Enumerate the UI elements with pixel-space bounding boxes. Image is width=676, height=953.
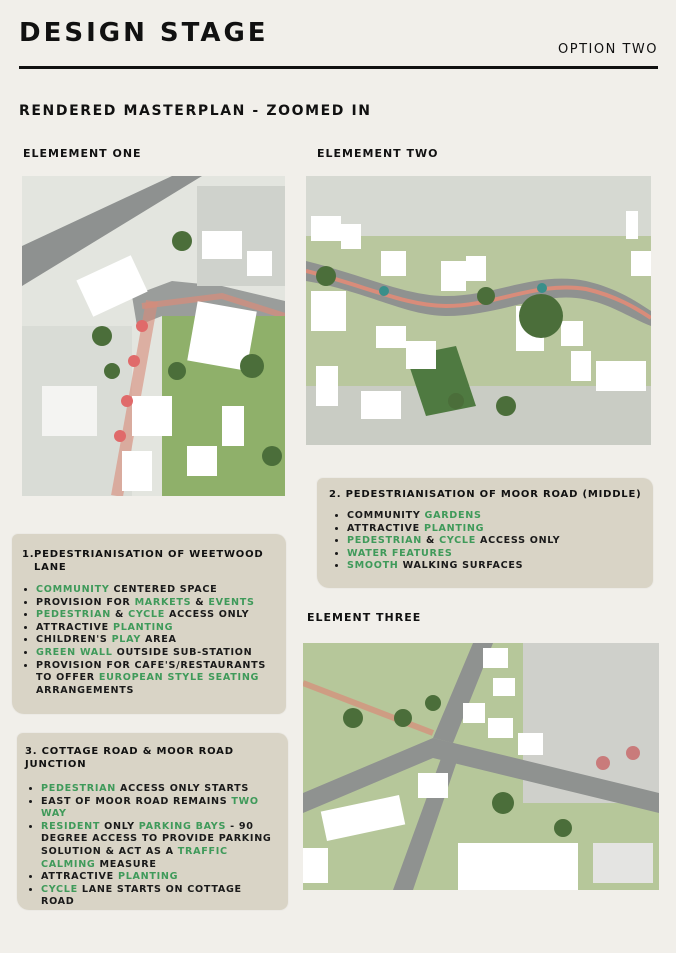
element-three-label: ELEMENT THREE: [307, 611, 422, 624]
masterplan-image-element-two: [306, 176, 651, 445]
bullet-item: [347, 560, 643, 573]
bullet-text: ACCESS ONLY STARTS: [115, 783, 250, 794]
bullet-text: &: [191, 596, 209, 608]
highlight-keyword: GREEN WALL: [36, 646, 113, 658]
bullet-text: AREA: [140, 634, 177, 646]
bullet-item: [41, 871, 278, 884]
bullet-item: [41, 783, 278, 796]
bullet-item: [36, 597, 276, 610]
highlight-keyword: RESIDENT: [41, 820, 101, 832]
bullet-item: [36, 584, 276, 597]
bullet-item: [36, 660, 276, 698]
bullet-text: LANE STARTS ON COTTAGE ROAD: [41, 883, 242, 908]
highlight-keyword: PLANTING: [117, 871, 179, 883]
highlight-keyword: PLANTING: [112, 621, 174, 633]
highlight-keyword: SMOOTH: [347, 560, 399, 572]
highlight-keyword: WATER FEATURES: [347, 547, 453, 559]
bullet-text: MEASURE: [95, 858, 157, 870]
highlight-keyword: PEDESTRIAN: [347, 535, 422, 547]
highlight-keyword: PEDESTRIAN: [36, 609, 111, 621]
masterplan-image-element-one: [22, 176, 285, 496]
highlight-keyword: CYCLE: [128, 609, 165, 621]
bullet-text: ACCESS ONLY: [475, 535, 561, 547]
bullet-item: [347, 523, 643, 536]
bullet-text: &: [421, 535, 440, 547]
highlight-keyword: TWO WAY: [41, 795, 259, 820]
element-two-label: ELEMEMENT TWO: [317, 147, 439, 160]
bullet-item: [41, 821, 278, 871]
section-subtitle: RENDERED MASTERPLAN - ZOOMED IN: [19, 103, 372, 119]
highlight-keyword: EUROPEAN STYLE SEATING: [98, 672, 260, 684]
bullet-text: ONLY: [100, 820, 139, 832]
bullet-item: [347, 535, 643, 548]
bullet-text: ARRANGEMENTS: [36, 684, 135, 696]
bullet-item: [36, 647, 276, 660]
bullet-item: [347, 510, 643, 523]
card-heading: [22, 548, 276, 574]
card-heading-text: PEDESTRIANISATION OF WEETWOOD LANE: [34, 549, 264, 573]
bullet-item: [36, 634, 276, 647]
bullet-text: OUTSIDE SUB-STATION: [112, 646, 253, 658]
highlight-keyword: PARKING BAYS: [138, 820, 227, 832]
bullet-text: ACCESS ONLY: [164, 609, 250, 621]
option-label: OPTION TWO: [558, 42, 658, 57]
bullet-text: - 90 DEGREE ACCESS TO PROVIDE PARKING SOLUTION & ACT AS A: [41, 820, 272, 857]
highlight-keyword: EVENTS: [208, 596, 255, 608]
bullet-text: EAST OF MOOR ROAD REMAINS: [41, 795, 232, 807]
bullet-text: COMMUNITY: [347, 510, 425, 521]
highlight-keyword: TRAFFIC CALMING: [41, 845, 228, 870]
header-divider: [19, 66, 658, 69]
card-bullet-list: [329, 510, 643, 573]
bullet-item: [41, 884, 278, 909]
card-heading-number: 1.: [22, 549, 35, 560]
highlight-keyword: PLANTING: [423, 522, 485, 534]
page-title: DESIGN STAGE: [19, 18, 269, 48]
bullet-text: ATTRACTIVE: [41, 871, 118, 883]
bullet-text: CENTERED SPACE: [109, 584, 218, 595]
card-heading: 2. PEDESTRIANISATION OF MOOR ROAD (MIDDLE): [329, 489, 642, 500]
masterplan-image-element-three: [303, 643, 659, 890]
info-card-moor-road: [317, 478, 653, 588]
highlight-keyword: PEDESTRIAN: [41, 783, 116, 794]
bullet-text: ATTRACTIVE: [347, 522, 424, 534]
bullet-item: [36, 609, 276, 622]
highlight-keyword: PLAY: [111, 634, 141, 646]
bullet-item: [41, 796, 278, 821]
highlight-keyword: MARKETS: [134, 596, 192, 608]
highlight-keyword: COMMUNITY: [36, 584, 110, 595]
card-bullet-list: [22, 584, 276, 697]
element-one-label: ELEMEMENT ONE: [23, 147, 142, 160]
highlight-keyword: CYCLE: [41, 883, 78, 895]
bullet-text: WALKING SURFACES: [398, 560, 524, 572]
card-heading: 3. COTTAGE ROAD & MOOR ROAD JUNCTION: [25, 746, 234, 770]
bullet-text: ATTRACTIVE: [36, 621, 113, 633]
bullet-text: PROVISION FOR: [36, 596, 135, 608]
bullet-item: [347, 548, 643, 561]
bullet-item: [36, 622, 276, 635]
bullet-text: &: [110, 609, 129, 621]
info-card-cottage-road-junction: [17, 733, 288, 910]
highlight-keyword: GARDENS: [424, 510, 482, 521]
highlight-keyword: CYCLE: [439, 535, 476, 547]
info-card-weetwood-lane: [12, 534, 286, 714]
card-bullet-list: [25, 783, 278, 909]
bullet-text: CHILDREN'S: [36, 634, 112, 646]
bullet-text: PROVISION FOR CAFE'S/RESTAURANTS TO OFFER: [36, 659, 266, 684]
